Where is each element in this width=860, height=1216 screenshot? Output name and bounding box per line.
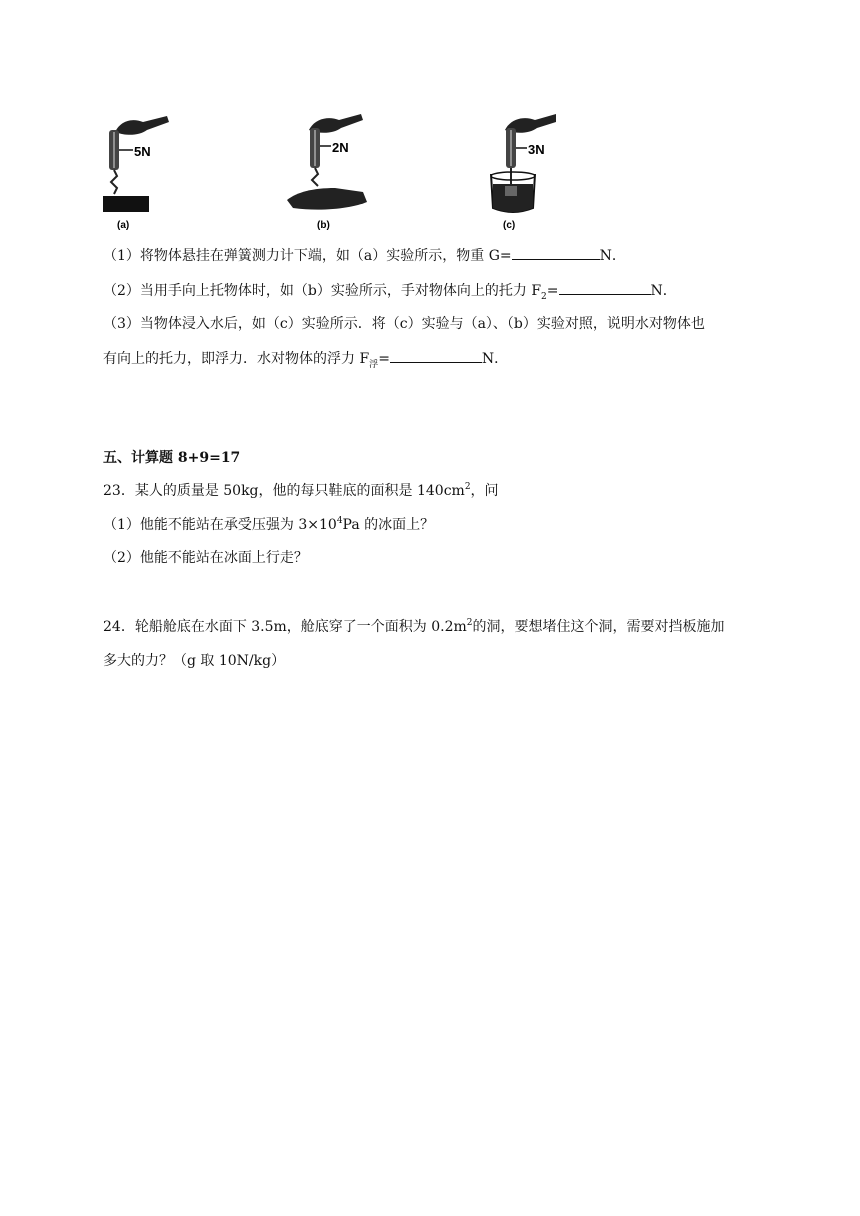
q23-part-1: （1）他能不能站在承受压强为 $3\times 10^4Pa$ 的冰面上？ [103,516,435,533]
experiment-c [491,114,556,231]
label-b: (b) [317,220,330,231]
q22-part-3-line1: （3）当物体浸入水后，如（c）实验所示．将（c）实验与（a）、（b）实验对照，说明水对物体也 [103,316,705,332]
q22-part-3-line2: 有向上的托力，即浮力．水对物体的浮力 $F_浮= N$． [103,348,508,371]
q23-stem: 23．某人的质量是 50kg，他的每只鞋底的面积是 $140cm^2$，问 [103,482,499,499]
reading-a: 5N [134,144,151,159]
answer-blank-buoyancy[interactable] [390,348,482,363]
answer-blank-g[interactable] [512,245,600,260]
label-a: (a) [117,220,130,231]
section-5-title: 五、计算题 8+9=17 [103,450,241,466]
q22-part-1: （1）将物体悬挂在弹簧测力计下端，如（a）实验所示，物重 G= N． [103,245,626,266]
answer-blank-f2[interactable] [559,280,651,295]
experiment-a [103,116,169,231]
reading-c: 3N [528,142,545,157]
q24-line-2: 多大的力？（g 取 10N/kg） [103,653,286,669]
q22-part-2: （2）当用手向上托物体时，如（b）实验所示，手对物体向上的托力 $F_2= N$． [103,280,677,303]
q24-line-1: 24．轮船舱底在水面下 3.5m，舱底穿了一个面积为 $0.2m^2$的洞，要想堵住这个洞，需要对挡板施加 [103,618,725,635]
label-c: (c) [503,220,516,231]
spring-scale-experiment-figure [103,112,556,232]
reading-b: 2N [332,140,349,155]
experiment-b [287,114,367,231]
q23-part-2: （2）他能不能站在冰面上行走？ [103,550,308,566]
